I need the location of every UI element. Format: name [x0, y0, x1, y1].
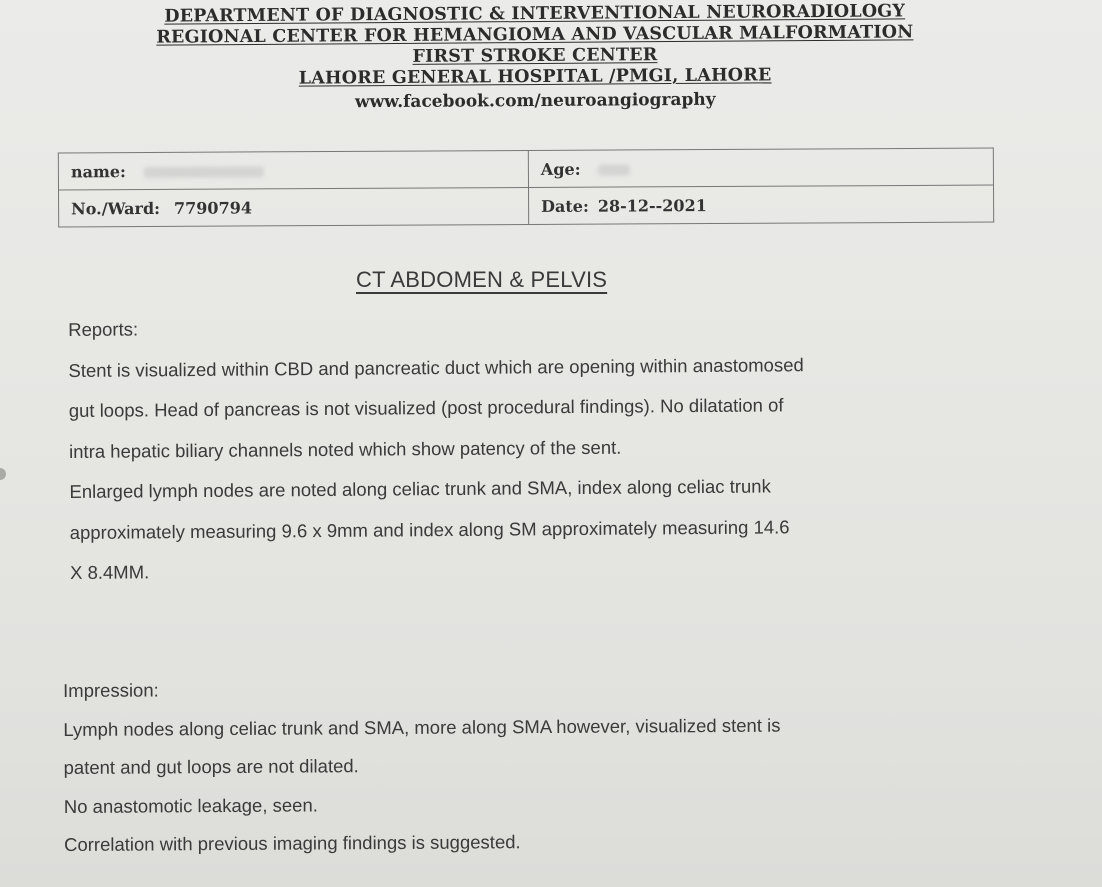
- name-cell: [58, 150, 528, 189]
- stroke-center-name: FIRST STROKE CENTER: [412, 45, 658, 67]
- age-label: Age:: [540, 159, 581, 179]
- ward-cell: [59, 187, 529, 226]
- patient-info-row-1: [58, 148, 993, 190]
- name-label: name:: [70, 161, 126, 181]
- impression-line: patent and gut loops are not dilated.: [63, 755, 359, 778]
- impression-line: Correlation with previous imaging findings is suggested.: [63, 831, 521, 855]
- patient-info-row-2: [59, 185, 994, 227]
- age-cell: [528, 148, 993, 187]
- date-cell: [528, 185, 993, 224]
- report-title: CT ABDOMEN & PELVIS: [356, 267, 608, 292]
- findings-heading: Reports:: [68, 318, 139, 340]
- redacted-name: [143, 166, 263, 178]
- impression-section: [63, 668, 781, 865]
- findings-line: X 8.4MM.: [69, 561, 150, 583]
- findings-line: gut loops. Head of pancreas is not visualized (post procedural findings). No dilatation of: [68, 394, 784, 421]
- date-value: 28-12--2021: [597, 195, 707, 216]
- impression-line: Lymph nodes along celiac trunk and SMA, more along SMA however, visualized stent is: [63, 714, 781, 740]
- hospital-name: LAHORE GENERAL HOSPITAL /PMGI, LAHORE: [298, 65, 772, 89]
- impression-heading: Impression:: [63, 679, 159, 701]
- ward-value: 7790794: [173, 197, 252, 218]
- findings-section: [68, 304, 805, 593]
- redacted-age: [598, 164, 630, 175]
- findings-line: Enlarged lymph nodes are noted along celiac trunk and SMA, index along celiac trunk: [69, 475, 771, 502]
- letterhead: [0, 0, 1070, 116]
- department-name: DEPARTMENT OF DIAGNOSTIC & INTERVENTIONAL NEURORADIOLOGY: [164, 1, 906, 27]
- patient-info-table: [58, 148, 994, 228]
- center-name: REGIONAL CENTER FOR HEMANGIOMA AND VASCULAR MALFORMATION: [156, 22, 914, 48]
- ward-label: No./Ward:: [71, 198, 161, 218]
- findings-line: intra hepatic biliary channels noted which show patency of the sent.: [69, 436, 622, 462]
- punch-hole: [0, 468, 6, 480]
- impression-line: No anastomotic leakage, seen.: [63, 793, 318, 817]
- website-link[interactable]: www.facebook.com/neuroangiography: [354, 89, 716, 113]
- findings-line: Stent is visualized within CBD and pancreatic duct which are opening within anastomosed: [68, 353, 804, 381]
- findings-line: approximately measuring 9.6 x 9mm and index along SM approximately measuring 14.6: [69, 515, 790, 543]
- date-label: Date:: [541, 196, 589, 216]
